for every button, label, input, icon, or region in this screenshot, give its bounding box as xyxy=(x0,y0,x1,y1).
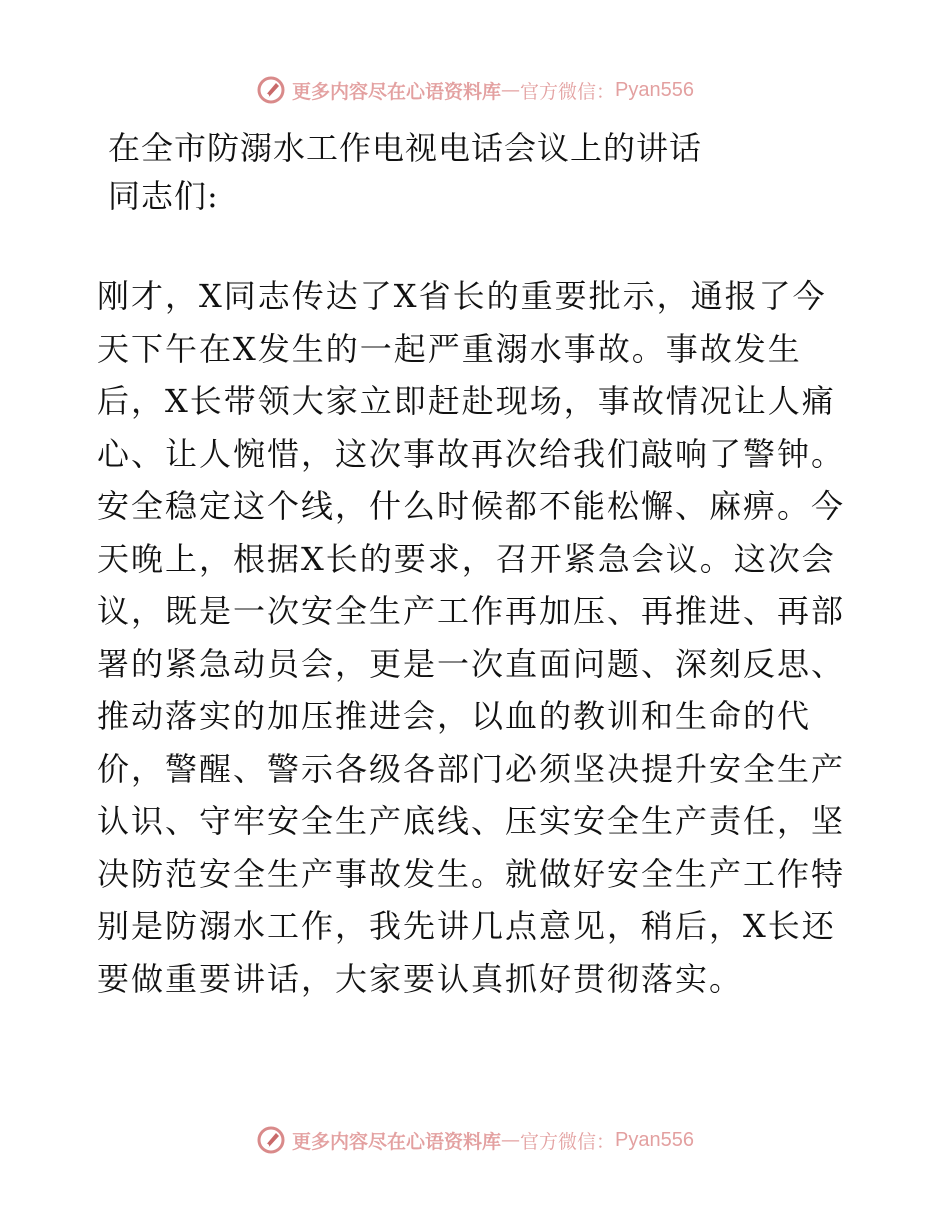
body-line: 推动落实的加压推进会，以血的教训和生命的代 xyxy=(97,697,812,735)
document-title: 在全市防溺水工作电视电话会议上的讲话 xyxy=(108,129,703,167)
body-line: 决防范安全生产事故发生。就做好安全生产工作特 xyxy=(97,854,846,893)
salutation: 同志们: xyxy=(108,177,219,215)
header-banner xyxy=(0,70,950,110)
body-line: 天晚上，根据X长的要求，召开紧急会议。这次会 xyxy=(97,539,836,578)
banner-site-text: 更多内容尽在心语资料库 xyxy=(292,1130,502,1153)
banner-site-text: 更多内容尽在心语资料库 xyxy=(292,80,502,103)
banner-wechat-id: Pyan556 xyxy=(615,1128,694,1151)
body-line: 安全稳定这个线，什么时候都不能松懈、麻痹。今 xyxy=(97,487,846,525)
banner-dash: — xyxy=(501,79,521,101)
body-line: 要做重要讲话，大家要认真抓好贯彻落实。 xyxy=(97,959,744,998)
body-line: 天下午在X发生的一起严重溺水事故。事故发生 xyxy=(97,329,802,368)
banner-wechat-label: 官方微信： xyxy=(520,1130,616,1153)
banner-wechat-label: 官方微信： xyxy=(520,80,616,103)
body-line: 署的紧急动员会，更是一次直面问题、深刻反思、 xyxy=(97,644,846,683)
footer-banner xyxy=(0,1120,950,1160)
banner-wechat-id: Pyan556 xyxy=(615,78,694,101)
body-line: 心、让人惋惜，这次事故再次给我们敲响了警钟。 xyxy=(97,434,846,473)
body-line: 议，既是一次安全生产工作再加压、再推进、再部 xyxy=(97,592,846,630)
body-line: 价，警醒、警示各级各部门必须坚决提升安全生产 xyxy=(97,749,846,788)
banner-dash: — xyxy=(501,1129,521,1151)
body-paragraph xyxy=(97,270,857,1005)
body-line: 别是防溺水工作，我先讲几点意见，稍后，X长还 xyxy=(97,907,836,945)
pen-circle-logo-icon xyxy=(256,75,286,105)
body-line: 后，X长带领大家立即赶赴现场，事故情况让人痛 xyxy=(97,382,836,420)
body-line: 刚才，X同志传达了X省长的重要批示，通报了今 xyxy=(97,277,827,315)
pen-circle-logo-icon xyxy=(256,1125,286,1155)
body-line: 认识、守牢安全生产底线、压实安全生产责任，坚 xyxy=(97,802,846,840)
